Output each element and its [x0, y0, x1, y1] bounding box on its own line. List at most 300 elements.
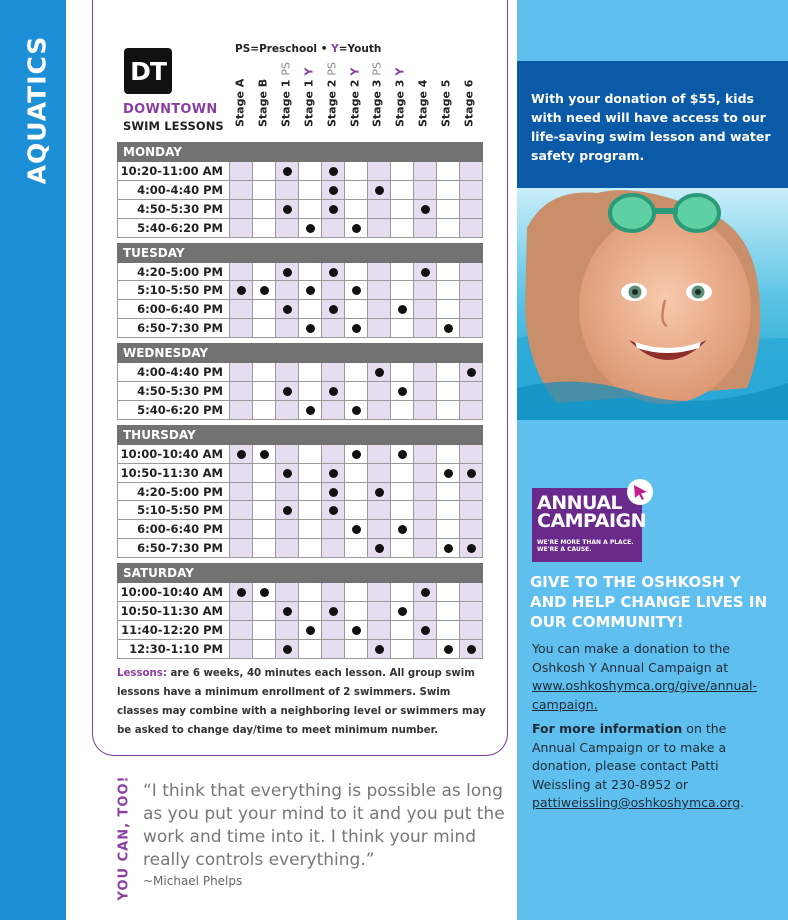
stage-tag: PS [370, 61, 384, 76]
schedule-cell [345, 520, 368, 539]
day-header [118, 143, 483, 162]
schedule-cell [322, 444, 345, 463]
class-dot [283, 387, 292, 396]
schedule-cell [414, 400, 437, 419]
give-body [532, 640, 772, 714]
schedule-cell [391, 501, 414, 520]
stage-header-label [348, 68, 361, 127]
schedule-cell [299, 382, 322, 401]
schedule-cell [460, 501, 483, 520]
schedule-cell [322, 218, 345, 237]
class-dot [260, 450, 269, 459]
schedule-cell [345, 262, 368, 281]
class-dot [352, 626, 361, 635]
time-cell: 4:00-4:40 PM [118, 363, 230, 382]
schedule-cell [414, 199, 437, 218]
you-can-too-label: YOU CAN, TOO! [116, 775, 132, 901]
schedule-cell [437, 218, 460, 237]
schedule-cell [368, 639, 391, 658]
schedule-cell [253, 319, 276, 338]
time-cell: 4:20-5:00 PM [118, 262, 230, 281]
schedule-cell [230, 400, 253, 419]
schedule-cell [368, 463, 391, 482]
schedule-cell [345, 620, 368, 639]
schedule-cell [391, 382, 414, 401]
legend-y-text: =Youth [338, 43, 382, 55]
schedule-cell [437, 463, 460, 482]
class-dot [375, 645, 384, 654]
schedule-cell [460, 199, 483, 218]
schedule-cell [345, 539, 368, 558]
badge-tag2: WE'RE A CAUSE. [537, 546, 592, 553]
schedule-cell [299, 262, 322, 281]
schedule-cell [460, 520, 483, 539]
schedule-cell [345, 382, 368, 401]
class-dot [352, 450, 361, 459]
stage-name: Stage 3 [393, 79, 407, 127]
schedule-cell [437, 602, 460, 621]
schedule-cell [368, 162, 391, 181]
schedule-cell [414, 363, 437, 382]
schedule-cell [299, 319, 322, 338]
schedule-cell [391, 162, 414, 181]
schedule-cell [230, 463, 253, 482]
class-dot [283, 506, 292, 515]
schedule-cell [276, 281, 299, 300]
class-dot [467, 544, 476, 553]
schedule-cell [276, 382, 299, 401]
class-dot [352, 224, 361, 233]
table-row [118, 218, 483, 237]
class-dot [375, 488, 384, 497]
time-cell: 4:00-4:40 PM [118, 180, 230, 199]
schedule-cell [345, 162, 368, 181]
schedule-cell [391, 180, 414, 199]
table-row [118, 482, 483, 501]
lessons-text: are 6 weeks, 40 minutes each lesson. All group swim lessons have a minimum enrollment of 2 swimmers. Swim classes may combine with a neighboring level or swimmers may be asked to change day/time to meet minimum number. [117, 668, 486, 736]
schedule-cell [299, 583, 322, 602]
schedule-cell [437, 400, 460, 419]
stage-name: Stage 1 [302, 79, 316, 127]
time-cell: 5:10-5:50 PM [118, 501, 230, 520]
class-dot [467, 368, 476, 377]
schedule-cell [230, 180, 253, 199]
stage-header-label [417, 80, 430, 127]
schedule-cell [345, 180, 368, 199]
schedule-cell [299, 639, 322, 658]
stage-header-label [371, 62, 384, 127]
schedule-cell [253, 539, 276, 558]
schedule-cell [345, 463, 368, 482]
class-dot [329, 488, 338, 497]
schedule-cell [276, 501, 299, 520]
schedule-cell [414, 602, 437, 621]
schedule-cell [414, 583, 437, 602]
schedule-cell [368, 602, 391, 621]
class-dot [375, 186, 384, 195]
schedule-cell [276, 482, 299, 501]
schedule-cell [276, 602, 299, 621]
schedule-cell [230, 620, 253, 639]
schedule-cell [414, 218, 437, 237]
schedule-cell [460, 382, 483, 401]
schedule-cell [414, 300, 437, 319]
stage-name: Stage 3 [370, 79, 384, 127]
aquatics-label: AQUATICS [22, 35, 52, 185]
table-row [118, 262, 483, 281]
table-row [118, 520, 483, 539]
schedule-cell [230, 319, 253, 338]
schedule-cell [437, 382, 460, 401]
time-cell: 6:50-7:30 PM [118, 319, 230, 338]
schedule-cell [322, 162, 345, 181]
schedule-cell [368, 382, 391, 401]
time-cell: 4:50-5:30 PM [118, 199, 230, 218]
class-dot [444, 324, 453, 333]
schedule-cell [230, 281, 253, 300]
schedule-cell [299, 620, 322, 639]
schedule-cell [414, 281, 437, 300]
schedule-cell [460, 262, 483, 281]
schedule-cell [368, 262, 391, 281]
time-cell: 10:00-10:40 AM [118, 444, 230, 463]
class-dot [283, 305, 292, 314]
table-row [118, 620, 483, 639]
schedule-cell [437, 300, 460, 319]
time-cell: 6:50-7:30 PM [118, 539, 230, 558]
schedule-cell [299, 363, 322, 382]
schedule-cell [391, 583, 414, 602]
day-label: MONDAY [118, 143, 483, 162]
schedule-cell [437, 199, 460, 218]
time-cell: 4:20-5:00 PM [118, 482, 230, 501]
schedule-cell [460, 162, 483, 181]
schedule-cell [437, 583, 460, 602]
schedule-cell [299, 501, 322, 520]
time-cell: 6:00-6:40 PM [118, 300, 230, 319]
class-dot [398, 607, 407, 616]
schedule-cell [437, 180, 460, 199]
table-row [118, 602, 483, 621]
schedule-cell [414, 620, 437, 639]
give-body-text: You can make a donation to the Oshkosh Y Annual Campaign at [532, 641, 730, 675]
stage-header [366, 61, 388, 140]
dt-logo: DT [124, 48, 172, 94]
schedule-cell [460, 300, 483, 319]
time-cell: 6:00-6:40 PM [118, 520, 230, 539]
table-row [118, 363, 483, 382]
stage-header [275, 61, 297, 140]
schedule-cell [414, 162, 437, 181]
class-dot [329, 469, 338, 478]
schedule-cell [230, 482, 253, 501]
time-cell: 11:40-12:20 PM [118, 620, 230, 639]
schedule-cell [391, 319, 414, 338]
table-row [118, 319, 483, 338]
schedule-cell [368, 620, 391, 639]
schedule-cell [322, 400, 345, 419]
schedule-cell [437, 162, 460, 181]
schedule-cell [460, 620, 483, 639]
table-row [118, 444, 483, 463]
schedule-cell [368, 520, 391, 539]
class-dot [444, 544, 453, 553]
schedule-cell [391, 199, 414, 218]
schedule-cell [322, 482, 345, 501]
schedule-cell [368, 444, 391, 463]
stage-header [252, 64, 274, 140]
schedule-cell [230, 162, 253, 181]
stage-tag: PS [325, 61, 339, 76]
table-row [118, 639, 483, 658]
schedule-cell [253, 620, 276, 639]
schedule-cell [276, 363, 299, 382]
schedule-cell [414, 444, 437, 463]
schedule-cell [322, 539, 345, 558]
schedule-cell [230, 363, 253, 382]
schedule-cell [276, 199, 299, 218]
class-dot [329, 268, 338, 277]
class-dot [306, 286, 315, 295]
class-dot [421, 626, 430, 635]
schedule-cell [391, 281, 414, 300]
schedule-cell [276, 300, 299, 319]
schedule-cell [299, 463, 322, 482]
legend-ps-key: PS [235, 43, 251, 55]
schedule-cell [253, 482, 276, 501]
class-dot [421, 588, 430, 597]
schedule-cell [391, 463, 414, 482]
schedule-cell [276, 639, 299, 658]
class-dot [283, 205, 292, 214]
lessons-keyword: Lessons: [117, 668, 167, 679]
schedule-cell [322, 501, 345, 520]
schedule-cell [230, 382, 253, 401]
time-cell: 12:30-1:10 PM [118, 639, 230, 658]
schedule-cell [391, 482, 414, 501]
class-dot [352, 406, 361, 415]
schedule-cell [322, 300, 345, 319]
table-row [118, 162, 483, 181]
schedule-cell [276, 218, 299, 237]
schedule-cell [460, 463, 483, 482]
schedule-cell [299, 602, 322, 621]
stage-header [344, 64, 366, 140]
schedule-cell [322, 262, 345, 281]
schedule-table [117, 142, 483, 659]
legend-bullet: • [320, 43, 328, 55]
stage-name: Stage 2 [348, 79, 361, 127]
schedule-cell [276, 262, 299, 281]
time-cell: 5:10-5:50 PM [118, 281, 230, 300]
time-cell: 10:50-11:30 AM [118, 602, 230, 621]
class-dot [329, 186, 338, 195]
schedule-cell [253, 180, 276, 199]
schedule-cell [230, 602, 253, 621]
table-row [118, 463, 483, 482]
lessons-note [117, 664, 489, 740]
schedule-cell [391, 400, 414, 419]
logo-downtown: DOWNTOWN [123, 102, 218, 117]
legend-y-key: Y [331, 43, 339, 55]
aquatics-side-strip [0, 0, 66, 920]
class-dot [237, 286, 246, 295]
class-dot [329, 305, 338, 314]
badge-line1: ANNUAL [537, 492, 623, 514]
schedule-cell [253, 400, 276, 419]
stage-name: Stage A [233, 78, 247, 127]
schedule-cell [299, 199, 322, 218]
class-dot [375, 368, 384, 377]
contact-email-link[interactable]: pattiweissling@oshkoshymca.org [532, 795, 741, 810]
schedule-cell [345, 639, 368, 658]
schedule-cell [414, 520, 437, 539]
schedule-cell [299, 180, 322, 199]
schedule-cell [345, 300, 368, 319]
schedule-cell [253, 444, 276, 463]
more-info-tail: . [740, 795, 745, 810]
stage-tag: Y [302, 67, 316, 76]
schedule-cell [322, 180, 345, 199]
schedule-cell [230, 300, 253, 319]
time-cell: 10:50-11:30 AM [118, 463, 230, 482]
give-link[interactable]: www.oshkoshymca.org/give/annual-campaign. [532, 678, 758, 712]
schedule-cell [460, 583, 483, 602]
schedule-cell [276, 463, 299, 482]
schedule-cell [368, 501, 391, 520]
stage-name: Stage 2 [325, 79, 339, 127]
schedule-cell [460, 363, 483, 382]
schedule-cell [322, 602, 345, 621]
schedule-cell [276, 162, 299, 181]
stage-header [412, 64, 434, 140]
schedule-cell [460, 539, 483, 558]
class-dot [329, 607, 338, 616]
schedule-cell [391, 444, 414, 463]
schedule-cell [391, 620, 414, 639]
stage-header-label [325, 62, 338, 127]
schedule-cell [299, 400, 322, 419]
schedule-cell [345, 319, 368, 338]
class-dot [283, 268, 292, 277]
schedule-cell [391, 602, 414, 621]
class-dot [260, 286, 269, 295]
badge-tagline [537, 539, 634, 553]
badge-tag1: WE'RE MORE THAN A PLACE. [537, 539, 634, 546]
class-dot [329, 205, 338, 214]
schedule-cell [391, 300, 414, 319]
schedule-cell [460, 482, 483, 501]
class-dot [283, 469, 292, 478]
schedule-cell [437, 319, 460, 338]
schedule-cell [299, 520, 322, 539]
schedule-cell [437, 262, 460, 281]
schedule-cell [276, 520, 299, 539]
schedule-cell [391, 262, 414, 281]
day-header [118, 564, 483, 583]
table-row [118, 539, 483, 558]
time-cell: 4:50-5:30 PM [118, 382, 230, 401]
stage-header-label [463, 80, 476, 127]
badge-line2: CAMPAIGN [537, 510, 647, 532]
schedule-cell [322, 463, 345, 482]
schedule-cell [299, 482, 322, 501]
schedule-cell [299, 281, 322, 300]
schedule-cell [299, 444, 322, 463]
schedule-cell [230, 199, 253, 218]
schedule-cell [460, 319, 483, 338]
schedule-cell [414, 319, 437, 338]
class-dot [467, 645, 476, 654]
schedule-cell [276, 400, 299, 419]
schedule-cell [414, 501, 437, 520]
schedule-cell [276, 180, 299, 199]
schedule-cell [253, 602, 276, 621]
child-swimmer-photo [517, 188, 788, 420]
time-cell: 5:40-6:20 PM [118, 400, 230, 419]
stage-header [298, 64, 320, 140]
schedule-cell [460, 602, 483, 621]
give-heading: GIVE TO THE OSHKOSH Y AND HELP CHANGE LIVES IN OUR COMMUNITY! [530, 573, 768, 631]
class-dot [283, 607, 292, 616]
day-header [118, 344, 483, 363]
schedule-cell [414, 539, 437, 558]
schedule-cell [414, 639, 437, 658]
table-row [118, 583, 483, 602]
class-dot [329, 387, 338, 396]
schedule-cell [322, 319, 345, 338]
time-cell: 10:00-10:40 AM [118, 583, 230, 602]
day-label: WEDNESDAY [118, 344, 483, 363]
schedule-cell [253, 639, 276, 658]
time-cell: 5:40-6:20 PM [118, 218, 230, 237]
stage-tag: Y [348, 67, 361, 76]
schedule-cell [391, 520, 414, 539]
schedule-cell [230, 444, 253, 463]
stage-header-label [394, 68, 407, 127]
schedule-cell [322, 520, 345, 539]
schedule-cell [437, 482, 460, 501]
schedule-cell [391, 218, 414, 237]
schedule-cell [414, 180, 437, 199]
table-row [118, 400, 483, 419]
day-label: SATURDAY [118, 564, 483, 583]
schedule-cell [414, 482, 437, 501]
schedule-cell [253, 300, 276, 319]
class-dot [375, 544, 384, 553]
cursor-icon [627, 479, 653, 505]
stage-name: Stage 1 [279, 79, 293, 127]
schedule-cell [414, 262, 437, 281]
schedule-cell [391, 363, 414, 382]
class-dot [398, 387, 407, 396]
class-dot [421, 268, 430, 277]
schedule-cell [460, 281, 483, 300]
schedule-cell [437, 520, 460, 539]
schedule-cell [368, 218, 391, 237]
schedule-cell [437, 281, 460, 300]
class-dot [398, 525, 407, 534]
stage-name: Stage 4 [416, 79, 430, 127]
schedule-cell [253, 583, 276, 602]
table-row [118, 501, 483, 520]
stage-header-label [234, 79, 247, 127]
schedule-cell [299, 300, 322, 319]
class-dot [283, 645, 292, 654]
day-header [118, 425, 483, 444]
schedule-cell [253, 520, 276, 539]
schedule-cell [437, 501, 460, 520]
